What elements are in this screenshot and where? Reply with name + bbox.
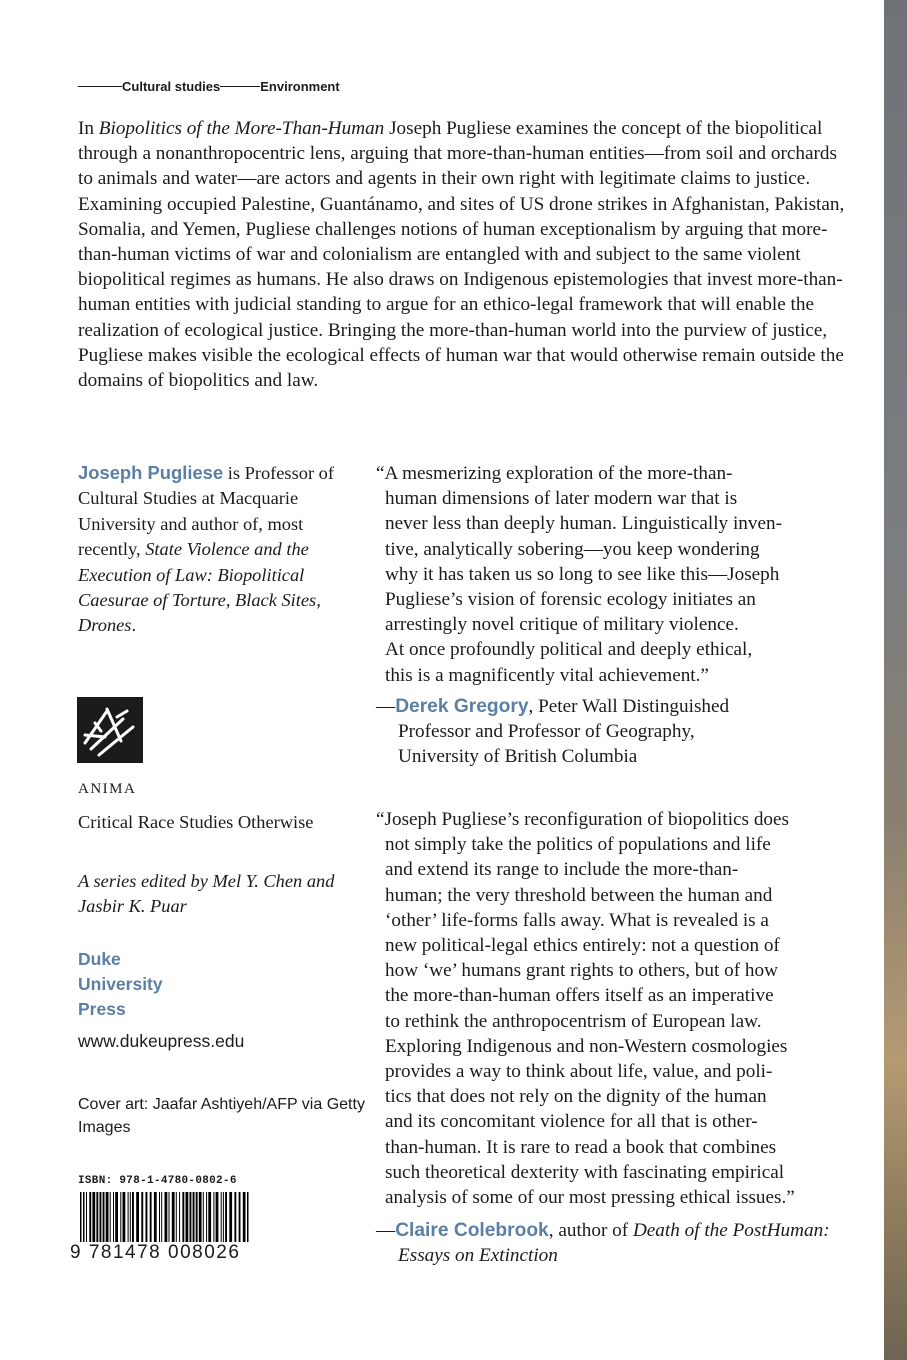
barcode-bar — [199, 1192, 202, 1244]
barcode-bar — [225, 1192, 227, 1244]
description-lead: In — [78, 118, 99, 139]
attribution-affiliation: , Peter Wall Distinguished — [528, 696, 730, 717]
book-description — [78, 116, 848, 393]
barcode-bar — [92, 1192, 95, 1244]
blurb-line: Exploring Indigenous and non-Western cosmologies — [385, 1035, 788, 1057]
barcode-bar — [128, 1192, 129, 1244]
barcode-bar — [120, 1192, 121, 1244]
blurb-line: how ‘we’ humans grant rights to others, but of how — [385, 960, 778, 982]
attribution-affiliation: , author of — [548, 1220, 633, 1241]
barcode-bar — [141, 1192, 143, 1244]
attribution-colebrook — [376, 1218, 836, 1268]
blurb-line: to rethink the anthropocentrism of European law. — [385, 1010, 762, 1032]
blurb-line: new political-legal ethics entirely: not a question of — [385, 935, 780, 957]
blurb-line: tics that does not rely on the dignity of the human — [385, 1086, 767, 1108]
attribution-book-title: Essays on Extinction — [398, 1245, 558, 1267]
barcode-bar — [206, 1192, 207, 1244]
blurb-line: human; the very threshold between the human and — [385, 884, 773, 906]
barcode-bar — [182, 1192, 184, 1244]
blurb-line: this is a magnificently vital achievement.” — [385, 664, 709, 686]
barcode-bar — [89, 1192, 91, 1244]
barcode-bar — [130, 1192, 131, 1244]
blurb-line: ‘other’ life-forms falls away. What is revealed is a — [385, 909, 769, 931]
blurb-line: tive, analytically sobering—you keep wondering — [385, 538, 760, 560]
barcode-bar — [110, 1192, 111, 1244]
barcode-bar — [136, 1192, 139, 1244]
barcode-bar — [186, 1192, 189, 1244]
blurb-line: why it has taken us so long to see like this—Joseph — [385, 563, 780, 585]
barcode-digits: 9 781478 008026 — [70, 1242, 256, 1264]
attribution-line — [376, 694, 836, 719]
barcode-bar — [196, 1192, 198, 1244]
author-recent-book: State Violence and the Execution of Law: Biopolitical Caesurae of Torture, Black Sites, Drones — [78, 539, 321, 636]
barcode-bar — [179, 1192, 180, 1244]
category-cultural-studies: Cultural studies — [122, 79, 221, 94]
attribution-line: Professor and Professor of Geography, — [398, 721, 695, 743]
attribution-book-title: Death of the PostHuman: — [632, 1220, 830, 1241]
anima-series-logo — [77, 697, 143, 763]
blurb-author-gregory: Derek Gregory — [395, 696, 529, 717]
barcode-bar — [154, 1192, 157, 1244]
barcode-bar — [115, 1192, 118, 1244]
blurb-line: and extend its range to include the more-than- — [385, 859, 739, 881]
publisher-name — [78, 947, 163, 1022]
blurb-line: than-human. It is rare to read a book that combines — [385, 1136, 777, 1158]
blurb-line: human dimensions of later modern war that is — [385, 488, 738, 510]
publisher-line: Duke — [78, 949, 121, 969]
attribution-line: University of British Columbia — [398, 746, 638, 768]
barcode-bar — [208, 1192, 211, 1244]
category-rule — [220, 86, 260, 87]
blurb-line: “A mesmerizing exploration of the more-than- — [376, 463, 733, 484]
barcode-bar — [132, 1192, 134, 1244]
barcode-bar — [106, 1192, 109, 1244]
barcode-bar — [86, 1192, 87, 1244]
barcode-bar — [146, 1192, 148, 1244]
blurb-line: the more-than-human offers itself as an imperative — [385, 985, 774, 1007]
barcode-bar — [216, 1192, 219, 1244]
barcode-bar — [193, 1192, 195, 1244]
blurb-line: such theoretical dexterity with fascinating empirical — [385, 1161, 785, 1183]
barcode-bar — [176, 1192, 177, 1244]
series-title: Critical Race Studies Otherwise — [78, 812, 314, 832]
barcode-bar — [123, 1192, 126, 1244]
blurb-line: “Joseph Pugliese’s reconfiguration of biopolitics does — [376, 809, 789, 830]
attribution-line — [376, 1243, 836, 1268]
barcode-bar — [96, 1192, 98, 1244]
cover-art-credit: Cover art: Jaafar Ashtiyeh/AFP via Getty Images — [78, 1096, 365, 1136]
attribution-line — [376, 1218, 836, 1243]
description-book-title: Biopolitics of the More-Than-Human — [98, 118, 385, 139]
barcode-bar — [169, 1192, 170, 1244]
category-environment: Environment — [260, 79, 340, 94]
cover-photo-edge — [884, 0, 907, 1360]
description-body: Joseph Pugliese examines the concept of the biopolitical through a nonanthropocentric lens, arguing that more-than-human entities—from soil and orchards to animals and water—are actors and agents in their own right with legitimate claims to justice. Examining occupied Palestine, Guantánamo, and sites of US drone strikes in Afghanistan, Pakistan, Somalia, and Yemen, Pugliese challenges notions of human exceptionalism by arguing that more-than-human victims of war and colonialism are entangled with and subject to the same violent biopolitical regimes as humans. He also draws on Indigenous epistemologies that invest more-than-human entities with judicial standing to argue for an ethico-legal framework that will enable the realization of ecological justice. Bringing the more-than-human world into the purview of justice, Pugliese makes visible the ecological effects of human war that would otherwise remain outside the domains of biopolitics and law. — [78, 118, 845, 392]
author-bio-text: is Professor of Cultural Studies at Macquarie University and author of, most recently, — [78, 463, 334, 560]
attribution-dash: — — [376, 1220, 396, 1241]
blurb-line: never less than deeply human. Linguistically inven- — [385, 513, 782, 535]
blurb-colebrook — [376, 807, 836, 1210]
author-bio — [78, 460, 348, 639]
blurb-line: Pugliese’s vision of forensic ecology initiates an — [385, 589, 756, 611]
blurb-line: and its concomitant violence for all that is other- — [385, 1111, 758, 1133]
attribution-gregory — [376, 694, 836, 770]
series-editors: A series edited by Mel Y. Chen and Jasbir K. Puar — [78, 871, 335, 916]
isbn-label: ISBN: 978-1-4780-0802-6 — [78, 1175, 237, 1187]
category-rule — [78, 86, 122, 87]
barcode-bar — [103, 1192, 105, 1244]
publisher-line: Press — [78, 999, 126, 1019]
barcode-bar — [229, 1192, 232, 1244]
author-bio-end: . — [131, 615, 137, 636]
blurb-line: not simply take the politics of populations and life — [385, 834, 771, 856]
barcode-bar — [223, 1192, 224, 1244]
blurb-line: analysis of some of our most pressing ethical issues.” — [385, 1187, 795, 1209]
series-name: ANIMA — [78, 781, 137, 797]
publisher-line: University — [78, 974, 163, 994]
blurb-line: provides a way to think about life, value, and poli- — [385, 1061, 773, 1083]
attribution-dash: — — [376, 696, 396, 717]
barcode-bar — [150, 1192, 152, 1244]
blurb-author-colebrook: Claire Colebrook — [395, 1220, 549, 1241]
barcode-bar — [113, 1192, 114, 1244]
barcode-bar — [234, 1192, 236, 1244]
barcode-bar — [239, 1192, 241, 1244]
barcode-bar — [221, 1192, 222, 1244]
blurb-gregory — [376, 461, 836, 688]
barcode-bar — [190, 1192, 192, 1244]
barcode-bar — [203, 1192, 204, 1244]
publisher-website[interactable]: www.dukeupress.edu — [78, 1031, 245, 1051]
barcode-bar — [213, 1192, 214, 1244]
subject-categories — [78, 79, 340, 94]
barcode-bar — [100, 1192, 102, 1244]
barcode-bar — [172, 1192, 175, 1244]
blurb-line: arrestingly novel critique of military violence. — [385, 614, 739, 636]
blurb-line: At once profoundly political and deeply ethical, — [385, 639, 753, 661]
author-name: Joseph Pugliese — [78, 462, 224, 483]
